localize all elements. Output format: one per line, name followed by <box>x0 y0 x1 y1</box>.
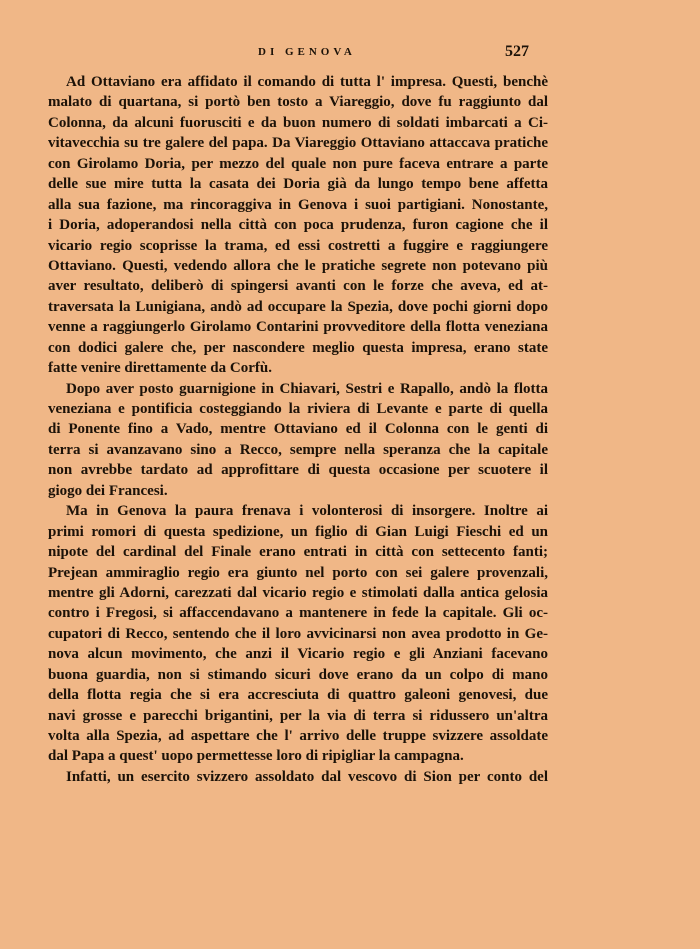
text-line: vicario regio scoprisse la trama, ed essi costretti a fuggire e raggiungere <box>48 237 548 254</box>
text-line: fatte venire direttamente da Corfù. <box>48 360 272 377</box>
text-line: traversata la Lunigiana, andò ad occupare la Spezia, dove pochi giorni dopo <box>48 298 548 315</box>
text-line: Ma in Genova la paura frenava i volonterosi di insorgere. Inoltre ai <box>66 503 548 520</box>
text-line: delle sue mire tutta la casata dei Doria già da lungo tempo bene affetta <box>48 176 548 193</box>
text-line: non avrebbe tardato ad approfittare di questa occasione per scuotere il <box>48 462 548 479</box>
text-line: nipote del cardinal del Finale erano entrati in città con settecento fanti; <box>48 544 548 561</box>
body-text <box>48 72 548 787</box>
text-line: alla sua fazione, ma rincoraggiva in Genova i suoi partigiani. Nonostante, <box>48 196 548 213</box>
text-line: Prejean ammiraglio regio era giunto nel porto con sei galere provenzali, <box>48 564 548 581</box>
text-line: terra si avanzavano sino a Recco, sempre nella speranza che la capitale <box>48 441 548 458</box>
paragraph <box>48 767 548 787</box>
running-head <box>0 43 700 66</box>
text-line: cupatori di Recco, sentendo che il loro avvicinarsi non avea prodotto in Ge- <box>48 625 548 642</box>
text-line: aver resultato, deliberò di spingersi avanti con le forze che aveva, ed at- <box>48 278 548 295</box>
text-line: navi grosse e parecchi brigantini, per la via di terra si ridussero un'altra <box>48 707 548 724</box>
text-line: Dopo aver posto guarnigione in Chiavari, Sestri e Rapallo, andò la flotta <box>66 380 548 397</box>
text-line: con dodici galere che, per nascondere meglio questa impresa, erano state <box>48 339 548 356</box>
running-title: DI GENOVA <box>258 46 356 58</box>
text-line: malato di quartana, si portò ben tosto a Viareggio, dove fu raggiunto dal <box>48 94 548 111</box>
text-line: Infatti, un esercito svizzero assoldato dal vescovo di Sion per conto del <box>66 768 548 785</box>
text-line: venne a raggiungerlo Girolamo Contarini provveditore della flotta veneziana <box>48 319 548 336</box>
paragraph <box>48 72 548 379</box>
paragraph <box>48 501 548 767</box>
text-line: volta alla Spezia, ad aspettare che l' arrivo delle truppe svizzere assoldate <box>48 728 548 744</box>
paragraph <box>48 379 548 502</box>
text-line: con Girolamo Doria, per mezzo del quale non pure faceva entrare a parte <box>48 155 548 172</box>
page-number: 527 <box>505 43 529 60</box>
text-line: i Doria, adoperandosi nella città con poca prudenza, furon cagione che il <box>48 217 548 234</box>
text-line: Ottaviano. Questi, vedendo allora che le pratiche segrete non potevano più <box>48 257 548 274</box>
text-line: veneziana e pontificia costeggiando la riviera di Levante e parte di quella <box>48 401 548 417</box>
text-line: di Ponente fino a Vado, mentre Ottaviano ed il Colonna con le genti di <box>48 421 548 438</box>
text-line: della flotta regia che si era accresciuta di quattro galeoni genovesi, due <box>48 687 548 704</box>
text-line: Colonna, da alcuni fuorusciti e da buon numero di soldati imbarcati a Ci- <box>48 114 548 131</box>
text-line: nova alcun movimento, che anzi il Vicario regio e gli Anziani facevano <box>48 646 548 663</box>
text-line: Ad Ottaviano era affidato il comando di tutta l' impresa. Questi, benchè <box>66 74 548 90</box>
text-line: giogo dei Francesi. <box>48 482 168 499</box>
text-line: buona guardia, non si stimando sicuri dove erano da un colpo di mano <box>48 666 548 683</box>
text-line: mentre gli Adorni, carezzati dal vicario regio e stimolati dalla antica gelosia <box>48 584 548 601</box>
text-line: vitavecchia su tre galere del papa. Da Viareggio Ottaviano attaccava pratiche <box>48 135 548 152</box>
text-line: contro i Fregosi, si affaccendavano a mantenere in fede la capitale. Gli oc- <box>48 605 548 622</box>
text-line: primi romori di questa spedizione, un figlio di Gian Luigi Fieschi ed un <box>48 523 548 540</box>
text-line: dal Papa a quest' uopo permettesse loro di ripigliar la campagna. <box>48 748 464 765</box>
